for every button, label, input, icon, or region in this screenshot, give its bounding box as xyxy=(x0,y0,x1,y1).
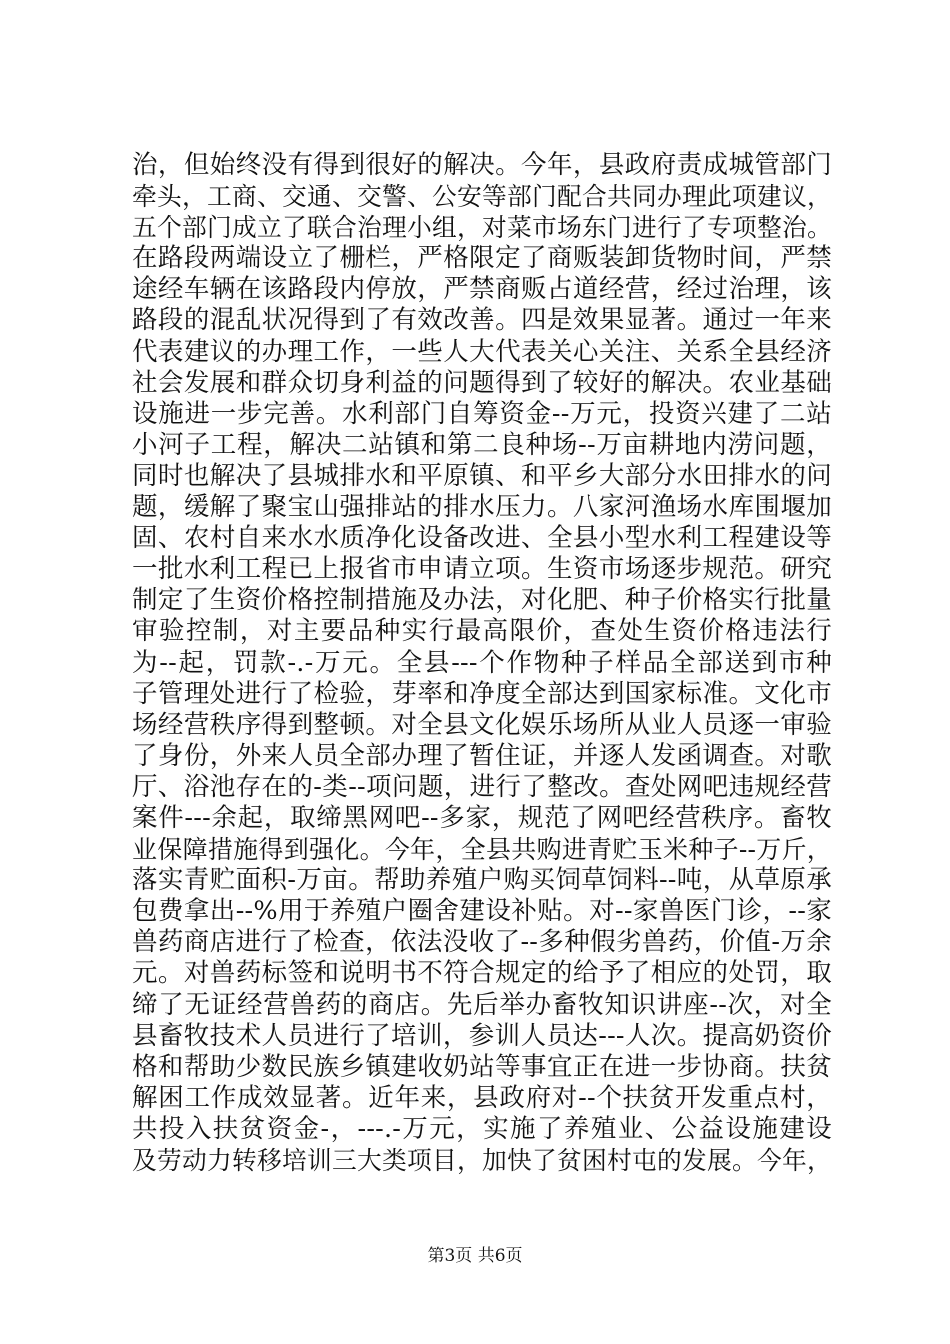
text-line: 路段的混乱状况得到了有效改善。四是效果显著。通过一年来 xyxy=(132,305,832,336)
text-line: 牵头，工商、交通、交警、公安等部门配合共同办理此项建议， xyxy=(132,182,832,212)
text-line: 一批水利工程已上报省市申请立项。生资市场逐步规范。研究 xyxy=(132,554,832,585)
text-line: 在路段两端设立了栅栏，严格限定了商贩装卸货物时间，严禁 xyxy=(132,243,832,274)
text-line: 兽药商店进行了检查，依法没收了--多种假劣兽药，价值-万余 xyxy=(132,927,832,958)
text-line: 五个部门成立了联合治理小组，对菜市场东门进行了专项整治。 xyxy=(132,213,832,243)
text-line: 同时也解决了县城排水和平原镇、和平乡大部分水田排水的问 xyxy=(132,460,832,491)
text-line: 场经营秩序得到整顿。对全县文化娱乐场所从业人员逐一审验 xyxy=(132,709,832,740)
page-number-label: 第3页 共6页 xyxy=(427,1246,523,1266)
text-line: 设施进一步完善。水利部门自筹资金--万元，投资兴建了二站 xyxy=(132,398,832,429)
text-line: 途经车辆在该路段内停放，严禁商贩占道经营，经过治理，该 xyxy=(132,274,832,305)
body-text xyxy=(132,150,832,1176)
text-line: 为--起，罚款-.-万元。全县---个作物种子样品全部送到市种 xyxy=(132,647,832,678)
text-line: 落实青贮面积-万亩。帮助养殖户购买饲草饲料--吨，从草原承 xyxy=(132,865,832,896)
text-line: 治，但始终没有得到很好的解决。今年，县政府责成城管部门 xyxy=(132,150,832,180)
text-line: 题，缓解了聚宝山强排站的排水压力。八家河渔场水库围堰加 xyxy=(132,492,832,523)
text-line: 厅、浴池存在的-类--项问题，进行了整改。查处网吧违规经营 xyxy=(132,771,832,802)
text-line: 小河子工程，解决二站镇和第二良种场--万亩耕地内涝问题， xyxy=(132,429,832,460)
page-footer xyxy=(0,1244,950,1268)
text-line: 共投入扶贫资金-，---.-万元，实施了养殖业、公益设施建设 xyxy=(132,1113,832,1144)
text-line: 缔了无证经营兽药的商店。先后举办畜牧知识讲座--次，对全 xyxy=(132,989,832,1020)
text-line: 社会发展和群众切身利益的问题得到了较好的解决。农业基础 xyxy=(132,367,832,398)
text-line: 格和帮助少数民族乡镇建收奶站等事宜正在进一步协商。扶贫 xyxy=(132,1051,832,1082)
text-line: 元。对兽药标签和说明书不符合规定的给予了相应的处罚，取 xyxy=(132,958,832,989)
text-line: 代表建议的办理工作，一些人大代表关心关注、关系全县经济 xyxy=(132,336,832,367)
text-line: 县畜牧技术人员进行了培训，参训人员达---人次。提高奶资价 xyxy=(132,1020,832,1051)
text-line: 解困工作成效显著。近年来，县政府对--个扶贫开发重点村， xyxy=(132,1082,832,1113)
text-line: 案件---余起，取缔黑网吧--多家，规范了网吧经营秩序。畜牧 xyxy=(132,802,832,833)
text-line: 审验控制，对主要品种实行最高限价，查处生资价格违法行 xyxy=(132,616,832,647)
text-line: 固、农村自来水水质净化设备改进、全县小型水利工程建设等 xyxy=(132,523,832,554)
text-line: 子管理处进行了检验，芽率和净度全部达到国家标准。文化市 xyxy=(132,678,832,709)
text-line: 业保障措施得到强化。今年，全县共购进青贮玉米种子--万斤， xyxy=(132,835,832,865)
text-line: 及劳动力转移培训三大类项目，加快了贫困村屯的发展。今年， xyxy=(132,1146,832,1175)
text-line: 制定了生资价格控制措施及办法，对化肥、种子价格实行批量 xyxy=(132,585,832,616)
text-line: 包费拿出--%用于养殖户圈舍建设补贴。对--家兽医门诊，--家 xyxy=(132,896,832,927)
text-line: 了身份，外来人员全部办理了暂住证，并逐人发函调查。对歌 xyxy=(132,740,832,771)
